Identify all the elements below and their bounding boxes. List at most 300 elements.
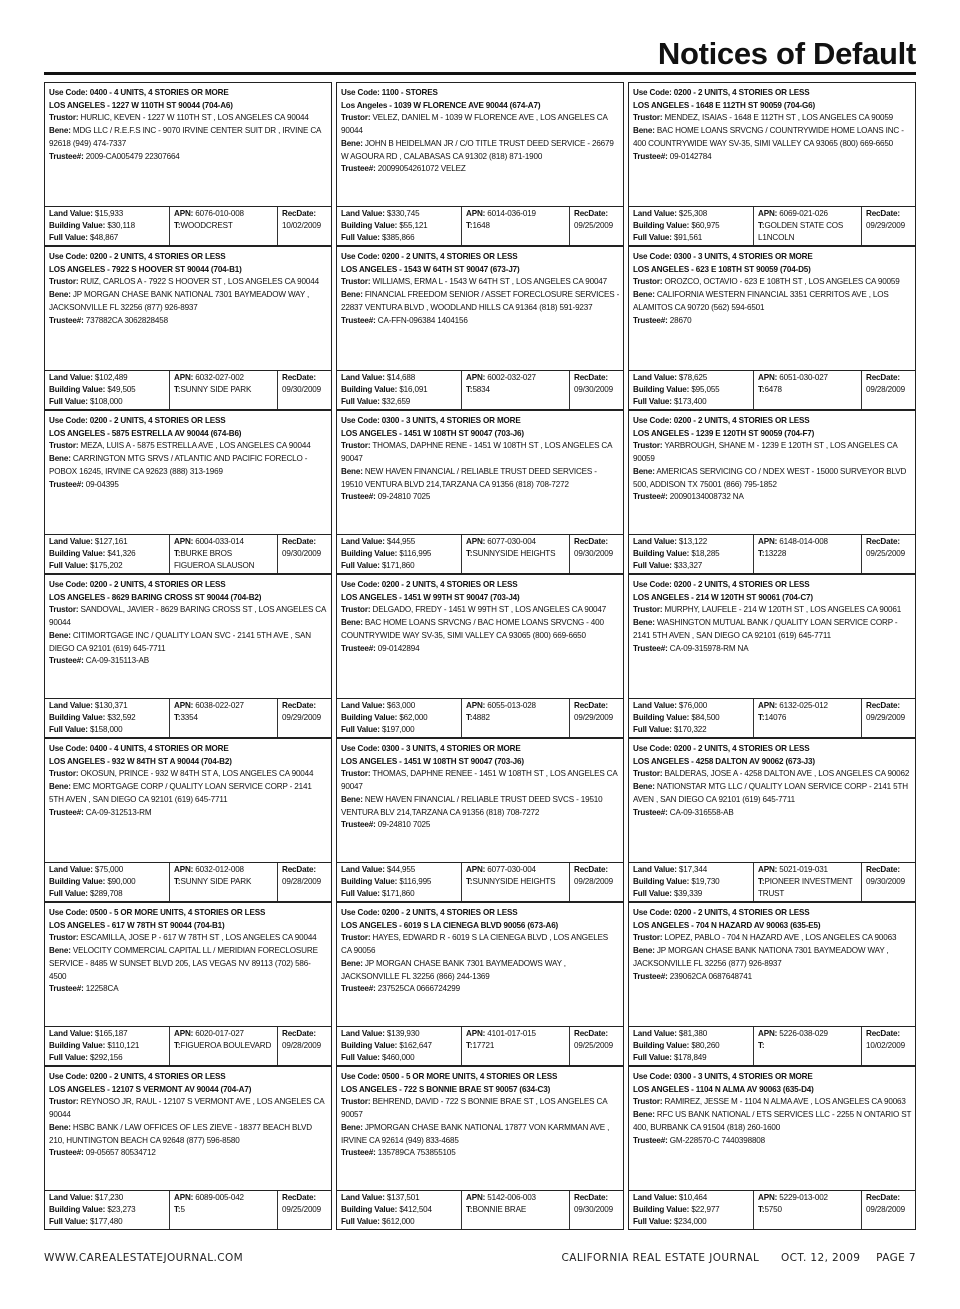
notice-body (45, 1067, 331, 1190)
apn-value: 5226-038-029 (779, 1029, 828, 1038)
full-value-value: $91,561 (673, 233, 703, 242)
tract (466, 220, 566, 232)
notice-card (628, 574, 916, 738)
building-value-value: $19,730 (691, 877, 720, 886)
building-value-value: $84,500 (691, 713, 720, 722)
use-code-label: Use Code: (633, 416, 672, 425)
recdate-cell (569, 863, 623, 901)
beneficiary-value: CARRINGTON MTG SRVS / ATLANTIC AND PACIFIC FORECLO - POBOX 16245, IRVINE CA 92623 (888) 313-1969 (49, 454, 308, 476)
tract (758, 548, 858, 560)
beneficiary-label: Bene: (49, 454, 71, 464)
apn-cell (753, 1027, 861, 1065)
apn-value: 6020-017-027 (195, 1029, 244, 1038)
property-address (341, 592, 620, 605)
apn-label: APN: (174, 865, 194, 874)
apn-value: 6069-021-026 (779, 209, 828, 218)
apn-label: APN: (466, 1029, 486, 1038)
building-value-value: $95,055 (691, 385, 720, 394)
land-value (341, 700, 458, 712)
trustor (633, 112, 912, 125)
footer-website[interactable]: WWW.CAREALESTATEJOURNAL.COM (44, 1252, 244, 1264)
recdate-label: RecDate: (574, 865, 608, 874)
building-value (633, 712, 750, 724)
tract (174, 1040, 274, 1052)
trustor (633, 276, 912, 289)
building-value-value: $16,091 (399, 385, 428, 394)
land-value-value: $10,464 (678, 1193, 708, 1202)
beneficiary-label: Bene: (49, 630, 71, 640)
beneficiary-value: CITIMORTGAGE INC / QUALITY LOAN SVC - 2141 5TH AVE , SAN DIEGO CA 92101 (619) 645-7711 (49, 630, 311, 653)
building-value-label: Building Value: (341, 877, 398, 886)
notice-values (629, 206, 915, 245)
apn-label: APN: (466, 1193, 486, 1202)
trustor-label: Trustor: (633, 113, 663, 123)
land-value (341, 372, 458, 384)
property-address-value: LOS ANGELES - 1239 E 120TH ST 90059 (704-F7) (633, 428, 815, 438)
recdate-cell (569, 535, 623, 573)
beneficiary (49, 1122, 328, 1147)
apn-cell (461, 371, 569, 409)
trustee-number (341, 819, 620, 832)
land-value (49, 372, 166, 384)
tract-label: T: (174, 385, 181, 394)
full-value-value: $292,156 (89, 1053, 123, 1062)
trustor-value: MENDEZ, ISAIAS - 1648 E 112TH ST , LOS ANGELES CA 90059 (664, 113, 894, 123)
trustor (633, 932, 912, 945)
property-address-value: LOS ANGELES - 1227 W 110TH ST 90044 (704-A6) (49, 100, 233, 110)
trustee-number-label: Trustee#: (633, 492, 668, 502)
use-code-value: 0400 - 4 UNITS, 4 STORIES OR MORE (89, 88, 229, 97)
use-code-label: Use Code: (633, 252, 672, 261)
notice-card (44, 246, 332, 410)
trustor-value: OKOSUN, PRINCE - 932 W 84TH ST A, LOS ANGELES CA 90044 (80, 769, 314, 779)
tract-label: T: (466, 385, 473, 394)
full-value-value: $171,860 (381, 561, 415, 570)
notice-card (336, 738, 624, 902)
recdate-value: 09/30/2009 (282, 549, 322, 558)
use-code-value: 0200 - 2 UNITS, 4 STORIES OR LESS (381, 252, 518, 261)
property-address-value: LOS ANGELES - 932 W 84TH ST A 90044 (704-B2) (49, 756, 232, 766)
tract-label: T: (466, 877, 473, 886)
tract-value: FIGUEROA BOULEVARD (180, 1041, 272, 1050)
beneficiary (341, 138, 620, 163)
property-address (49, 920, 328, 933)
notice-body (45, 83, 331, 206)
notice-values (337, 206, 623, 245)
trustor-value: OROZCO, OCTAVIO - 623 E 108TH ST , LOS ANGELES CA 90059 (664, 277, 900, 287)
land-value (49, 864, 166, 876)
notice-card (628, 410, 916, 574)
property-address (49, 1084, 328, 1097)
building-value-value: $90,000 (107, 877, 136, 886)
recdate-cell (277, 863, 331, 901)
land-value-value: $102,489 (94, 373, 128, 382)
recdate-label: RecDate: (574, 1193, 608, 1202)
tract-label: T: (174, 549, 181, 558)
tract-value: GOLDEN STATE COS L1NCOLN (758, 221, 844, 242)
tract (758, 220, 858, 244)
trustor-value: HURLIC, KEVEN - 1227 W 110TH ST , LOS ANGELES CA 90044 (80, 113, 309, 123)
tract (758, 712, 858, 724)
apn-value: 6051-030-027 (779, 373, 828, 382)
apn-value: 6002-032-027 (487, 373, 536, 382)
tract-label: T: (466, 1041, 473, 1050)
apn-label: APN: (466, 209, 486, 218)
tract (466, 1204, 566, 1216)
use-code (341, 579, 620, 592)
property-address-value: LOS ANGELES - 1451 W 108TH ST 90047 (703-J6) (341, 756, 524, 766)
values-cell (337, 371, 461, 409)
use-code-label: Use Code: (49, 416, 88, 425)
beneficiary-label: Bene: (341, 794, 363, 804)
apn-cell (753, 699, 861, 737)
use-code (49, 579, 328, 592)
notice-values (337, 1190, 623, 1229)
land-value-label: Land Value: (341, 1193, 385, 1202)
trustee-number-label: Trustee#: (633, 807, 668, 817)
full-value-label: Full Value: (341, 889, 380, 898)
full-value-label: Full Value: (633, 725, 672, 734)
building-value-label: Building Value: (633, 713, 690, 722)
beneficiary-value: NEW HAVEN FINANCIAL / RELIABLE TRUST DEED SVCS - 19510 VENTURA BLV 214,TARZANA CA 91356 (818) 708-7272 (341, 794, 603, 817)
use-code (49, 1071, 328, 1084)
notice-body (629, 411, 915, 534)
recdate-value: 09/28/2009 (866, 385, 906, 394)
beneficiary (49, 781, 328, 806)
apn-value: 6055-013-028 (487, 701, 536, 710)
property-address (633, 756, 912, 769)
full-value (341, 724, 458, 736)
recdate-cell (277, 1191, 331, 1229)
full-value-value: $289,708 (89, 889, 123, 898)
property-address-value: LOS ANGELES - 623 E 108TH ST 90059 (704-D5) (633, 264, 811, 274)
tract (758, 1204, 858, 1216)
notice-card (628, 738, 916, 902)
tract (174, 1204, 274, 1216)
apn-label: APN: (466, 701, 486, 710)
land-value-value: $15,933 (94, 209, 124, 218)
beneficiary-label: Bene: (633, 946, 655, 956)
footer-info (562, 1252, 916, 1264)
values-cell (629, 371, 753, 409)
trustee-number-value: 135789CA 753855105 (377, 1148, 456, 1158)
trustor-value: HAYES, EDWARD R - 6019 S LA CIENEGA BLVD , LOS ANGELES CA 90056 (341, 933, 609, 956)
use-code-label: Use Code: (341, 88, 380, 97)
use-code (341, 87, 620, 100)
property-address-value: LOS ANGELES - 5875 ESTRELLA AV 90044 (674-B6) (49, 428, 242, 438)
land-value-label: Land Value: (49, 865, 93, 874)
notice-body (629, 903, 915, 1026)
notice-card (336, 574, 624, 738)
trustee-number-value: CA-09-315113-AB (85, 656, 150, 666)
trustor-label: Trustor: (49, 933, 79, 943)
notice-body (629, 83, 915, 206)
apn-value: 6148-014-008 (779, 537, 828, 546)
notice-values (629, 1190, 915, 1229)
trustor-value: SANDOVAL, JAVIER - 8629 BARING CROSS ST , LOS ANGELES CA 90044 (49, 605, 326, 628)
trustee-number (49, 983, 328, 996)
trustee-number-label: Trustee#: (49, 1148, 84, 1158)
trustor-label: Trustor: (341, 113, 371, 123)
use-code-value: 0500 - 5 OR MORE UNITS, 4 STORIES OR LESS (89, 908, 266, 917)
trustor (341, 1096, 620, 1121)
land-value-label: Land Value: (49, 1193, 93, 1202)
trustor-value: MEZA, LUIS A - 5875 ESTRELLA AVE , LOS ANGELES CA 90044 (80, 441, 311, 451)
beneficiary-label: Bene: (633, 618, 655, 628)
full-value-label: Full Value: (633, 889, 672, 898)
apn-cell (753, 371, 861, 409)
recdate-cell (861, 699, 915, 737)
notice-card (44, 574, 332, 738)
land-value-label: Land Value: (341, 373, 385, 382)
tract-value: 5750 (764, 1205, 782, 1214)
building-value-value: $18,285 (691, 549, 720, 558)
trustee-number-value: 12258CA (85, 984, 119, 994)
use-code-value: 0200 - 2 UNITS, 4 STORIES OR LESS (673, 88, 810, 97)
beneficiary (633, 125, 912, 150)
apn-label: APN: (174, 209, 194, 218)
tract (466, 548, 566, 560)
notice-values (45, 370, 331, 409)
use-code (341, 1071, 620, 1084)
trustor (633, 440, 912, 465)
apn (466, 372, 566, 384)
use-code (49, 251, 328, 264)
apn-label: APN: (758, 373, 778, 382)
beneficiary-label: Bene: (341, 958, 363, 968)
trustee-number-value: 09-04395 (85, 479, 119, 489)
apn-value: 6038-022-027 (195, 701, 244, 710)
beneficiary-value: AMERICAS SERVICING CO / NDEX WEST - 15000 SURVEYOR BLVD 500, ADDISON TX 75001 (866) 795-1852 (633, 466, 907, 489)
trustor-value: THOMAS, DAPHNE RENE - 1451 W 108TH ST , LOS ANGELES CA 90047 (341, 441, 612, 464)
trustor-label: Trustor: (633, 605, 663, 615)
tract-value: SUNNYSIDE HEIGHTS (472, 877, 556, 886)
property-address-value: LOS ANGELES - 1648 E 112TH ST 90059 (704-G6) (633, 100, 816, 110)
full-value (49, 888, 166, 900)
land-value-value: $165,187 (94, 1029, 128, 1038)
building-value (49, 1204, 166, 1216)
tract-label: T: (174, 1041, 181, 1050)
trustee-number-label: Trustee#: (633, 315, 668, 325)
land-value-value: $17,230 (94, 1193, 124, 1202)
recdate-label: RecDate: (282, 537, 316, 546)
trustor-label: Trustor: (49, 769, 79, 779)
building-value (341, 384, 458, 396)
notice-body (45, 903, 331, 1026)
building-value (633, 1204, 750, 1216)
notice-card (628, 82, 916, 246)
tract-value: 14076 (764, 713, 787, 722)
land-value-value: $139,930 (386, 1029, 420, 1038)
apn (174, 208, 274, 220)
trustor-value: VELEZ, DANIEL M - 1039 W FLORENCE AVE , LOS ANGELES CA 90044 (341, 113, 608, 136)
notice-card (44, 738, 332, 902)
notice-values (629, 370, 915, 409)
notice-card (336, 902, 624, 1066)
property-address (633, 592, 912, 605)
recdate-value: 09/30/2009 (574, 1205, 614, 1214)
use-code (49, 415, 328, 428)
land-value-value: $81,380 (678, 1029, 708, 1038)
tract (466, 384, 566, 396)
apn (758, 372, 858, 384)
notices-grid (44, 82, 916, 1230)
trustor-label: Trustor: (49, 1097, 79, 1107)
full-value (341, 560, 458, 572)
notice-card (44, 82, 332, 246)
recdate-cell (861, 1027, 915, 1065)
use-code-label: Use Code: (49, 1072, 88, 1081)
tract (466, 876, 566, 888)
full-value (49, 724, 166, 736)
trustee-number-value: 20090134008732 NA (669, 492, 744, 502)
land-value (341, 864, 458, 876)
land-value-value: $127,161 (94, 537, 128, 546)
property-address-value: LOS ANGELES - 722 S BONNIE BRAE ST 90057 (634-C3) (341, 1084, 551, 1094)
trustee-number-value: 237525CA 0666724299 (377, 984, 460, 994)
recdate-label: RecDate: (574, 209, 608, 218)
tract-label: T: (466, 713, 473, 722)
recdate-label: RecDate: (866, 209, 900, 218)
apn (758, 1192, 858, 1204)
tract-value: 1648 (472, 221, 490, 230)
use-code (49, 87, 328, 100)
beneficiary-value: NATIONSTAR MTG LLC / QUALITY LOAN SERVICE CORP - 2141 5TH AVEN , SAN DIEGO CA 92101 (619) 645-7711 (633, 782, 908, 804)
notice-values (629, 862, 915, 901)
trustee-number (341, 983, 620, 996)
use-code-label: Use Code: (49, 580, 88, 589)
full-value-value: $460,000 (381, 1053, 415, 1062)
beneficiary-label: Bene: (341, 466, 363, 476)
tract (758, 876, 858, 900)
full-value (49, 232, 166, 244)
trustee-number-value: CA-09-312513-RM (85, 807, 152, 817)
recdate-label: RecDate: (282, 373, 316, 382)
building-value-label: Building Value: (49, 877, 106, 886)
notice-values (629, 534, 915, 573)
apn-value: 6132-025-012 (779, 701, 828, 710)
land-value-label: Land Value: (49, 1029, 93, 1038)
apn-label: APN: (174, 1029, 194, 1038)
land-value (341, 1192, 458, 1204)
apn-value: 5229-013-002 (779, 1193, 828, 1202)
apn (174, 1028, 274, 1040)
property-address-value: LOS ANGELES - 8629 BARING CROSS ST 90044 (704-B2) (49, 592, 262, 602)
use-code-label: Use Code: (49, 744, 88, 753)
building-value-label: Building Value: (49, 713, 106, 722)
trustee-number-value: GM-228570-C 7440398808 (669, 1135, 765, 1145)
trustee-number-label: Trustee#: (49, 656, 84, 666)
tract-label: T: (758, 221, 765, 230)
use-code (633, 251, 912, 264)
full-value-label: Full Value: (49, 1217, 88, 1226)
land-value-value: $130,371 (94, 701, 128, 710)
use-code-value: 0200 - 2 UNITS, 4 STORIES OR LESS (673, 416, 810, 425)
apn-label: APN: (174, 373, 194, 382)
use-code (633, 87, 912, 100)
values-cell (45, 863, 169, 901)
building-value-value: $60,975 (691, 221, 720, 230)
beneficiary-label: Bene: (633, 1110, 655, 1120)
property-address (633, 920, 912, 933)
full-value-label: Full Value: (341, 1053, 380, 1062)
building-value-value: $41,326 (107, 549, 136, 558)
beneficiary (633, 617, 912, 642)
use-code-value: 0200 - 2 UNITS, 4 STORIES OR LESS (381, 908, 518, 917)
apn-cell (753, 207, 861, 245)
building-value-value: $49,505 (107, 385, 136, 394)
use-code-label: Use Code: (633, 908, 672, 917)
notice-card (336, 410, 624, 574)
values-cell (337, 207, 461, 245)
full-value (633, 724, 750, 736)
full-value-value: $173,400 (673, 397, 707, 406)
recdate-cell (277, 535, 331, 573)
use-code (341, 415, 620, 428)
trustee-number-label: Trustee#: (633, 1135, 668, 1145)
trustee-number (341, 491, 620, 504)
trustee-number-label: Trustee#: (49, 151, 84, 161)
trustee-number (341, 643, 620, 656)
trustee-number-value: CA-09-315978-RM NA (669, 643, 749, 653)
land-value-label: Land Value: (633, 865, 677, 874)
building-value (49, 220, 166, 232)
beneficiary (49, 945, 328, 983)
full-value (633, 232, 750, 244)
apn-cell (461, 699, 569, 737)
full-value-value: $171,860 (381, 889, 415, 898)
full-value-label: Full Value: (49, 1053, 88, 1062)
building-value (49, 384, 166, 396)
property-address (633, 100, 912, 113)
apn (758, 536, 858, 548)
beneficiary-value: MDG LLC / R.E.F.S INC - 9070 IRVINE CENTER SUIT DR , IRVINE CA 92618 (949) 474-7337 (49, 126, 321, 148)
notice-card (628, 246, 916, 410)
apn-value: 6004-033-014 (195, 537, 244, 546)
full-value (49, 396, 166, 408)
use-code (633, 743, 912, 756)
use-code (49, 907, 328, 920)
trustor (633, 604, 912, 617)
trustee-number-value: 2009-CA005479 22307664 (85, 151, 180, 161)
apn-cell (753, 535, 861, 573)
full-value-value: $197,000 (381, 725, 415, 734)
apn-cell (169, 1191, 277, 1229)
apn-value: 6089-005-042 (195, 1193, 244, 1202)
full-value-label: Full Value: (633, 397, 672, 406)
apn-cell (169, 1027, 277, 1065)
tract-value: SUNNYSIDE HEIGHTS (472, 549, 556, 558)
values-cell (337, 1191, 461, 1229)
values-cell (629, 1027, 753, 1065)
trustor (633, 768, 912, 781)
apn (174, 864, 274, 876)
notice-body (337, 83, 623, 206)
land-value (633, 1192, 750, 1204)
land-value-label: Land Value: (341, 701, 385, 710)
use-code (633, 907, 912, 920)
land-value (49, 208, 166, 220)
trustor-value: DELGADO, FREDY - 1451 W 99TH ST , LOS ANGELES CA 90047 (372, 605, 607, 615)
beneficiary (633, 289, 912, 314)
building-value-label: Building Value: (341, 221, 398, 230)
beneficiary-label: Bene: (49, 126, 71, 136)
recdate-label: RecDate: (866, 1029, 900, 1038)
trustee-number-label: Trustee#: (341, 492, 376, 502)
recdate-value: 09/30/2009 (282, 385, 322, 394)
use-code-label: Use Code: (341, 744, 380, 753)
trustor-label: Trustor: (633, 441, 663, 451)
